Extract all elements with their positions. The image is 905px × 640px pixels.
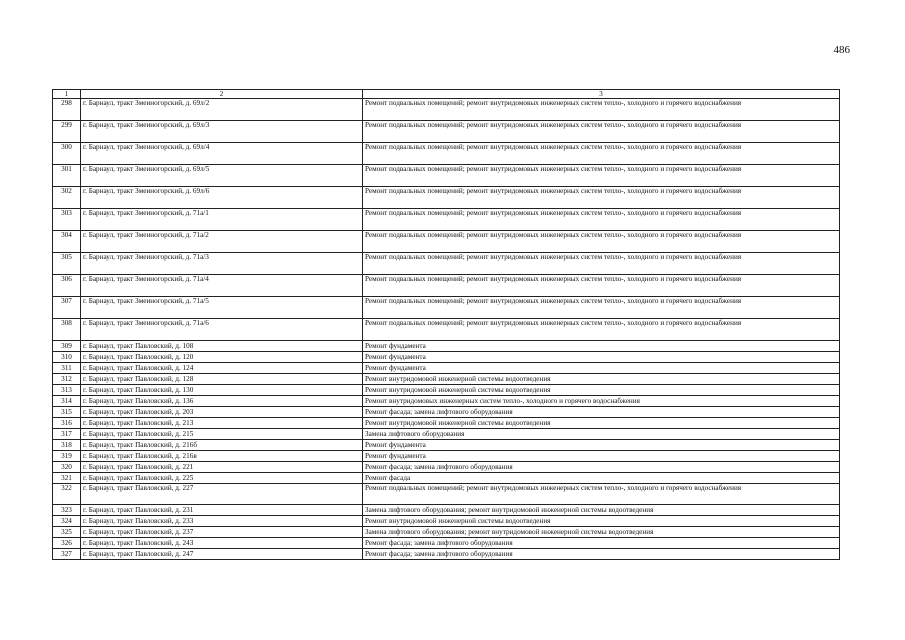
- header-col-2: 2: [81, 90, 363, 99]
- row-address: г. Барнаул, тракт Павловский, д. 128: [81, 374, 363, 385]
- row-address: г. Барнаул, тракт Павловский, д. 124: [81, 363, 363, 374]
- row-number: 305: [53, 253, 81, 275]
- row-address: г. Барнаул, тракт Змеиногорский, д. 71а/5: [81, 297, 363, 319]
- row-works: Ремонт подвальных помещений; ремонт внутридомовых инженерных систем тепло-, холодного и горячего водоснабжения: [363, 187, 840, 209]
- row-address: г. Барнаул, тракт Змеиногорский, д. 71а/6: [81, 319, 363, 341]
- row-works: Ремонт подвальных помещений; ремонт внутридомовых инженерных систем тепло-, холодного и горячего водоснабжения: [363, 231, 840, 253]
- row-works: Ремонт подвальных помещений; ремонт внутридомовых инженерных систем тепло-, холодного и горячего водоснабжения: [363, 275, 840, 297]
- works-table: [52, 89, 840, 560]
- row-works: Ремонт фасада; замена лифтового оборудования: [363, 538, 840, 549]
- table-row: [53, 165, 840, 187]
- table-row: [53, 505, 840, 516]
- row-works: Ремонт фундамента: [363, 341, 840, 352]
- table-row: [53, 473, 840, 484]
- header-col-1: 1: [53, 90, 81, 99]
- row-number: 310: [53, 352, 81, 363]
- table-row: [53, 440, 840, 451]
- row-address: г. Барнаул, тракт Змеиногорский, д. 69л/4: [81, 143, 363, 165]
- row-works: Ремонт фасада; замена лифтового оборудования: [363, 407, 840, 418]
- table-row: [53, 275, 840, 297]
- row-number: 317: [53, 429, 81, 440]
- row-address: г. Барнаул, тракт Змеиногорский, д. 71а/1: [81, 209, 363, 231]
- row-number: 320: [53, 462, 81, 473]
- row-works: Ремонт внутридомовой инженерной системы водоотведения: [363, 385, 840, 396]
- table-row: [53, 407, 840, 418]
- row-address: г. Барнаул, тракт Павловский, д. 130: [81, 385, 363, 396]
- row-address: г. Барнаул, тракт Павловский, д. 136: [81, 396, 363, 407]
- row-number: 309: [53, 341, 81, 352]
- row-number: 303: [53, 209, 81, 231]
- row-works: Ремонт фундамента: [363, 440, 840, 451]
- row-address: г. Барнаул, тракт Павловский, д. 216б: [81, 440, 363, 451]
- table-body: [53, 99, 840, 560]
- table-row: [53, 341, 840, 352]
- row-address: г. Барнаул, тракт Павловский, д. 213: [81, 418, 363, 429]
- row-works: Ремонт подвальных помещений; ремонт внутридомовых инженерных систем тепло-, холодного и горячего водоснабжения: [363, 165, 840, 187]
- row-address: г. Барнаул, тракт Павловский, д. 243: [81, 538, 363, 549]
- row-works: Ремонт подвальных помещений; ремонт внутридомовых инженерных систем тепло-, холодного и горячего водоснабжения: [363, 209, 840, 231]
- row-number: 319: [53, 451, 81, 462]
- row-address: г. Барнаул, тракт Павловский, д. 203: [81, 407, 363, 418]
- row-works: Замена лифтового оборудования; ремонт внутридомовой инженерной системы водоотведения: [363, 527, 840, 538]
- table-row: [53, 297, 840, 319]
- table-header: [53, 90, 840, 99]
- row-number: 316: [53, 418, 81, 429]
- header-row: [53, 90, 840, 99]
- table-row: [53, 363, 840, 374]
- row-address: г. Барнаул, тракт Павловский, д. 108: [81, 341, 363, 352]
- row-works: Ремонт подвальных помещений; ремонт внутридомовых инженерных систем тепло-, холодного и горячего водоснабжения: [363, 253, 840, 275]
- row-number: 298: [53, 99, 81, 121]
- table-row: [53, 143, 840, 165]
- row-works: Ремонт фундамента: [363, 451, 840, 462]
- row-number: 308: [53, 319, 81, 341]
- table-row: [53, 418, 840, 429]
- row-works: Ремонт фасада: [363, 473, 840, 484]
- table-row: [53, 538, 840, 549]
- row-number: 327: [53, 549, 81, 560]
- row-number: 324: [53, 516, 81, 527]
- table-row: [53, 319, 840, 341]
- row-address: г. Барнаул, тракт Змеиногорский, д. 71а/3: [81, 253, 363, 275]
- row-works: Замена лифтового оборудования; ремонт внутридомовой инженерной системы водоотведения: [363, 505, 840, 516]
- row-address: г. Барнаул, тракт Павловский, д. 120: [81, 352, 363, 363]
- row-works: Замена лифтового оборудования: [363, 429, 840, 440]
- row-number: 301: [53, 165, 81, 187]
- row-number: 322: [53, 484, 81, 505]
- row-works: Ремонт фундамента: [363, 352, 840, 363]
- row-address: г. Барнаул, тракт Павловский, д. 231: [81, 505, 363, 516]
- table-row: [53, 121, 840, 143]
- row-address: г. Барнаул, тракт Павловский, д. 225: [81, 473, 363, 484]
- table-row: [53, 396, 840, 407]
- row-number: 302: [53, 187, 81, 209]
- table-row: [53, 374, 840, 385]
- table-row: [53, 451, 840, 462]
- row-works: Ремонт внутридомовых инженерных систем тепло-, холодного и горячего водоснабжения: [363, 396, 840, 407]
- page-number: 486: [833, 44, 850, 56]
- row-address: г. Барнаул, тракт Павловский, д. 221: [81, 462, 363, 473]
- row-number: 313: [53, 385, 81, 396]
- row-address: г. Барнаул, тракт Змеиногорский, д. 69л/2: [81, 99, 363, 121]
- table-row: [53, 484, 840, 505]
- row-address: г. Барнаул, тракт Павловский, д. 215: [81, 429, 363, 440]
- row-works: Ремонт фасада; замена лифтового оборудования: [363, 549, 840, 560]
- table-row: [53, 429, 840, 440]
- row-number: 326: [53, 538, 81, 549]
- row-number: 311: [53, 363, 81, 374]
- table-row: [53, 99, 840, 121]
- row-number: 304: [53, 231, 81, 253]
- row-address: г. Барнаул, тракт Змеиногорский, д. 71а/4: [81, 275, 363, 297]
- row-number: 318: [53, 440, 81, 451]
- table-row: [53, 462, 840, 473]
- row-number: 314: [53, 396, 81, 407]
- table-row: [53, 549, 840, 560]
- table-row: [53, 527, 840, 538]
- row-address: г. Барнаул, тракт Змеиногорский, д. 71а/2: [81, 231, 363, 253]
- row-address: г. Барнаул, тракт Павловский, д. 233: [81, 516, 363, 527]
- row-works: Ремонт подвальных помещений; ремонт внутридомовых инженерных систем тепло-, холодного и горячего водоснабжения: [363, 143, 840, 165]
- row-address: г. Барнаул, тракт Павловский, д. 247: [81, 549, 363, 560]
- row-works: Ремонт фасада; замена лифтового оборудования: [363, 462, 840, 473]
- row-works: Ремонт внутридомовой инженерной системы водоотведения: [363, 516, 840, 527]
- row-works: Ремонт подвальных помещений; ремонт внутридомовых инженерных систем тепло-, холодного и горячего водоснабжения: [363, 99, 840, 121]
- row-number: 307: [53, 297, 81, 319]
- table-row: [53, 253, 840, 275]
- row-works: Ремонт фундамента: [363, 363, 840, 374]
- table-row: [53, 385, 840, 396]
- row-address: г. Барнаул, тракт Павловский, д. 237: [81, 527, 363, 538]
- row-works: Ремонт подвальных помещений; ремонт внутридомовых инженерных систем тепло-, холодного и горячего водоснабжения: [363, 319, 840, 341]
- table-row: [53, 231, 840, 253]
- row-number: 323: [53, 505, 81, 516]
- row-address: г. Барнаул, тракт Павловский, д. 216в: [81, 451, 363, 462]
- row-address: г. Барнаул, тракт Змеиногорский, д. 69л/6: [81, 187, 363, 209]
- table-row: [53, 516, 840, 527]
- header-col-3: 3: [363, 90, 840, 99]
- row-address: г. Барнаул, тракт Павловский, д. 227: [81, 484, 363, 505]
- row-works: Ремонт внутридомовой инженерной системы водоотведения: [363, 418, 840, 429]
- row-number: 300: [53, 143, 81, 165]
- row-number: 306: [53, 275, 81, 297]
- table-row: [53, 209, 840, 231]
- row-number: 299: [53, 121, 81, 143]
- row-works: Ремонт внутридомовой инженерной системы водоотведения: [363, 374, 840, 385]
- table-row: [53, 352, 840, 363]
- row-number: 325: [53, 527, 81, 538]
- row-works: Ремонт подвальных помещений; ремонт внутридомовых инженерных систем тепло-, холодного и горячего водоснабжения: [363, 297, 840, 319]
- table-row: [53, 187, 840, 209]
- row-number: 315: [53, 407, 81, 418]
- row-address: г. Барнаул, тракт Змеиногорский, д. 69л/5: [81, 165, 363, 187]
- row-number: 321: [53, 473, 81, 484]
- row-works: Ремонт подвальных помещений; ремонт внутридомовых инженерных систем тепло-, холодного и горячего водоснабжения: [363, 484, 840, 505]
- row-works: Ремонт подвальных помещений; ремонт внутридомовых инженерных систем тепло-, холодного и горячего водоснабжения: [363, 121, 840, 143]
- row-number: 312: [53, 374, 81, 385]
- row-address: г. Барнаул, тракт Змеиногорский, д. 69л/3: [81, 121, 363, 143]
